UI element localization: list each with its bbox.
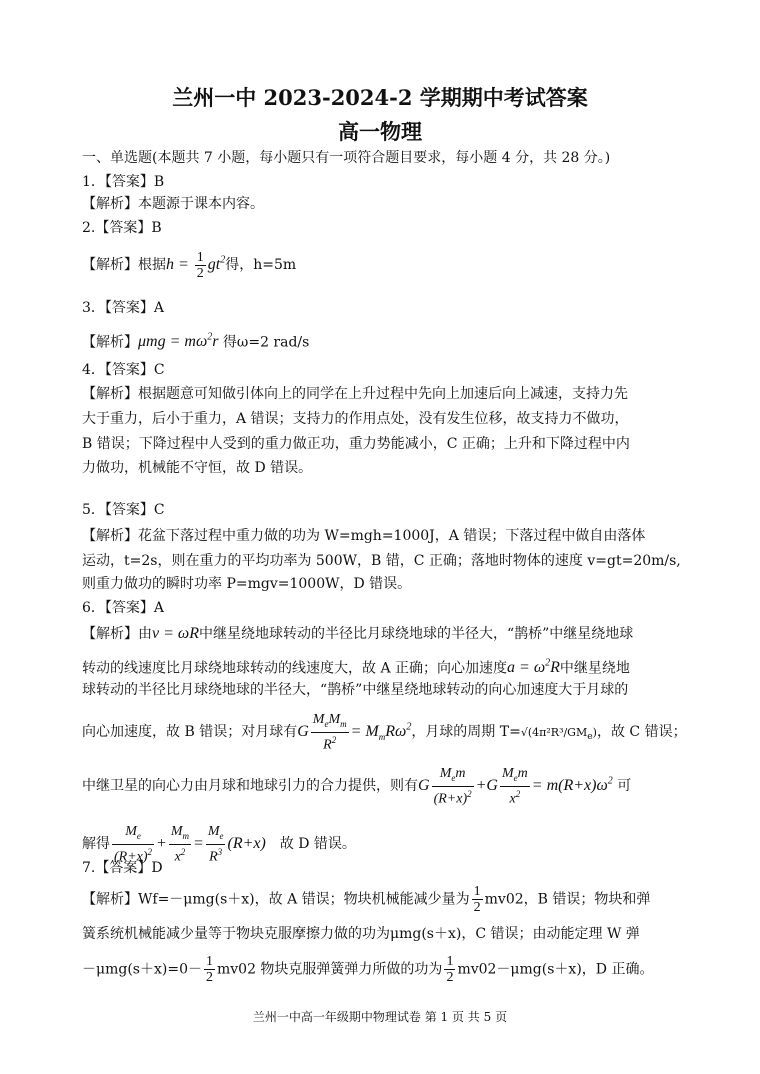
q7-l3-b: mv02 物块克服弹簧弹力所做的功为 — [216, 961, 443, 978]
q7-line3 — [82, 954, 653, 985]
q7-line2: 簧系统机械能减少量等于物块克服摩擦力做的功为μmg(s＋x)，C 错误；由动能定理 W 弹 — [82, 926, 640, 942]
q7-l1-suffix: mv02，B 错误；物块和弹 — [484, 891, 651, 908]
q6-l5-suffix: 可 — [617, 777, 632, 794]
q4-line: B 错误；下降过程中人受到的重力做正功，重力势能减小，C 正确；上升和下降过程中内 — [82, 436, 630, 452]
q6-l6-prefix: 解得 — [82, 835, 110, 852]
q6-l6-suffix: 故 D 错误。 — [279, 835, 356, 852]
q6-l4-suffix: ，故 C 错误； — [596, 723, 687, 740]
q2-answer: 2.【答案】B — [82, 220, 162, 236]
page-title: 兰州一中 2023-2024-2 学期期中考试答案 — [172, 85, 588, 110]
q3-exp-prefix: 【解析】 — [82, 334, 138, 351]
q5-answer: 5．【答案】C — [82, 502, 165, 518]
q6-period-formula: $√(4\pi^2R^3/GM_e)$ — [520, 725, 597, 743]
q7-l3-c: mv02－μmg(s＋x)，D 正确。 — [457, 961, 654, 978]
q6-l2-suffix: 中继星绕地 — [559, 660, 630, 677]
q6-l1-suffix: 中继星绕地球转动的半径比月球绕地球的半径大，“鹊桥”中继星绕地球 — [198, 626, 634, 642]
q6-formula-result: $\frac{M_e}{(R+x)^2}$ + $\frac{M_m}{x^2}$ = $\frac{M_e}{R^3}$ (R+x) — [114, 824, 266, 865]
q6-l2-prefix: 转动的线速度比月球绕地球转动的线速度大，故 A 正确；向心加速度 — [82, 660, 508, 677]
q7-half-2: $\frac{1}{2}$ — [205, 954, 213, 985]
q4-answer: 4．【答案】C — [82, 362, 165, 378]
q7-l1-prefix: 【解析】Wf=－μmg(s＋x)，故 A 错误；物块机械能减少量为 — [82, 891, 470, 908]
q4-line: 【解析】根据题意可知做引体向上的同学在上升过程中先向上加速后向上减速，支持力先 — [82, 386, 628, 402]
q6-line1 — [82, 624, 633, 644]
q5-line: 运动，t=2s，则在重力的平均功率为 500W，B 错，C 正确；落地时物体的速度 v=gt=20m/s, — [82, 553, 681, 569]
q7-line1 — [82, 884, 650, 915]
page-footer: 兰州一中高一年级期中物理试卷 第 1 页 共 5 页 — [252, 1010, 508, 1024]
q7-l3-a: －μmg(s＋x)=0－ — [82, 961, 202, 978]
q1-explanation: 【解析】本题源于课本内容。 — [82, 196, 264, 212]
q6-answer: 6．【答案】A — [82, 600, 165, 616]
q1-answer: 1．【答案】B — [82, 174, 165, 190]
q6-l4-mid: ，月球的周期 T= — [411, 723, 521, 740]
q3-exp-suffix: 得ω=2 rad/s — [222, 334, 310, 351]
q6-formula-a: $a = \omega^2R$ — [507, 658, 560, 677]
section-heading: 一、单选题(本题共 7 小题，每小题只有一项符合题目要求，每小题 4 分，共 28 分。) — [82, 150, 611, 166]
q6-line5 — [82, 766, 631, 806]
q2-formula: h = $\frac{1}{2}$ $gt^2$ — [166, 250, 226, 281]
q3-formula: $\mu mg = m\omega^2r$ — [138, 332, 219, 351]
q2-explanation — [82, 250, 296, 281]
q7-half-1: $\frac{1}{2}$ — [473, 884, 481, 915]
q6-l1-prefix: 【解析】由 — [82, 626, 152, 642]
q3-answer: 3．【答案】A — [82, 300, 165, 316]
q7-half-3: $\frac{1}{2}$ — [446, 954, 454, 985]
q7-answer: 7.【答案】D — [82, 860, 163, 876]
q4-line: 大于重力，后小于重力，A 错误；支持力的作用点处，没有发生位移，故支持力不做功， — [82, 411, 629, 427]
q6-line4 — [82, 712, 687, 752]
q6-line2 — [82, 654, 630, 678]
page-subtitle: 高一物理 — [338, 119, 422, 144]
q2-exp-prefix: 【解析】根据 — [82, 257, 166, 274]
q4-line: 力做功，机械能不守恒，故 D 错误。 — [82, 460, 313, 476]
q2-exp-suffix: 得，h=5m — [225, 257, 297, 274]
q3-explanation — [82, 328, 309, 352]
q6-l4-prefix: 向心加速度，故 B 错误；对月球有 — [82, 723, 298, 740]
q6-l5-prefix: 中继卫星的向心力由月球和地球引力的合力提供，则有 — [82, 777, 418, 794]
q6-formula-moon: G $\frac{M_eM_m}{R^2}$ = $M_mR\omega^2$ — [297, 712, 412, 753]
q6-line3: 球转动的半径比月球绕地球的半径大，“鹊桥”中继星绕地球转动的向心加速度大于月球的 — [82, 682, 629, 698]
q6-formula-relay: G $\frac{M_em}{(R+x)^2}$ +G $\frac{M_em}{x^2}$ = $m(R+x)\omega^2$ — [418, 766, 613, 807]
q5-line: 【解析】花盆下落过程中重力做的功为 W=mgh=1000J，A 错误；下落过程中做自由落体 — [82, 528, 646, 544]
q6-formula-v: v = ωR — [152, 625, 199, 642]
q5-line: 则重力做功的瞬时功率 P=mgv=1000W，D 错误。 — [82, 576, 412, 592]
